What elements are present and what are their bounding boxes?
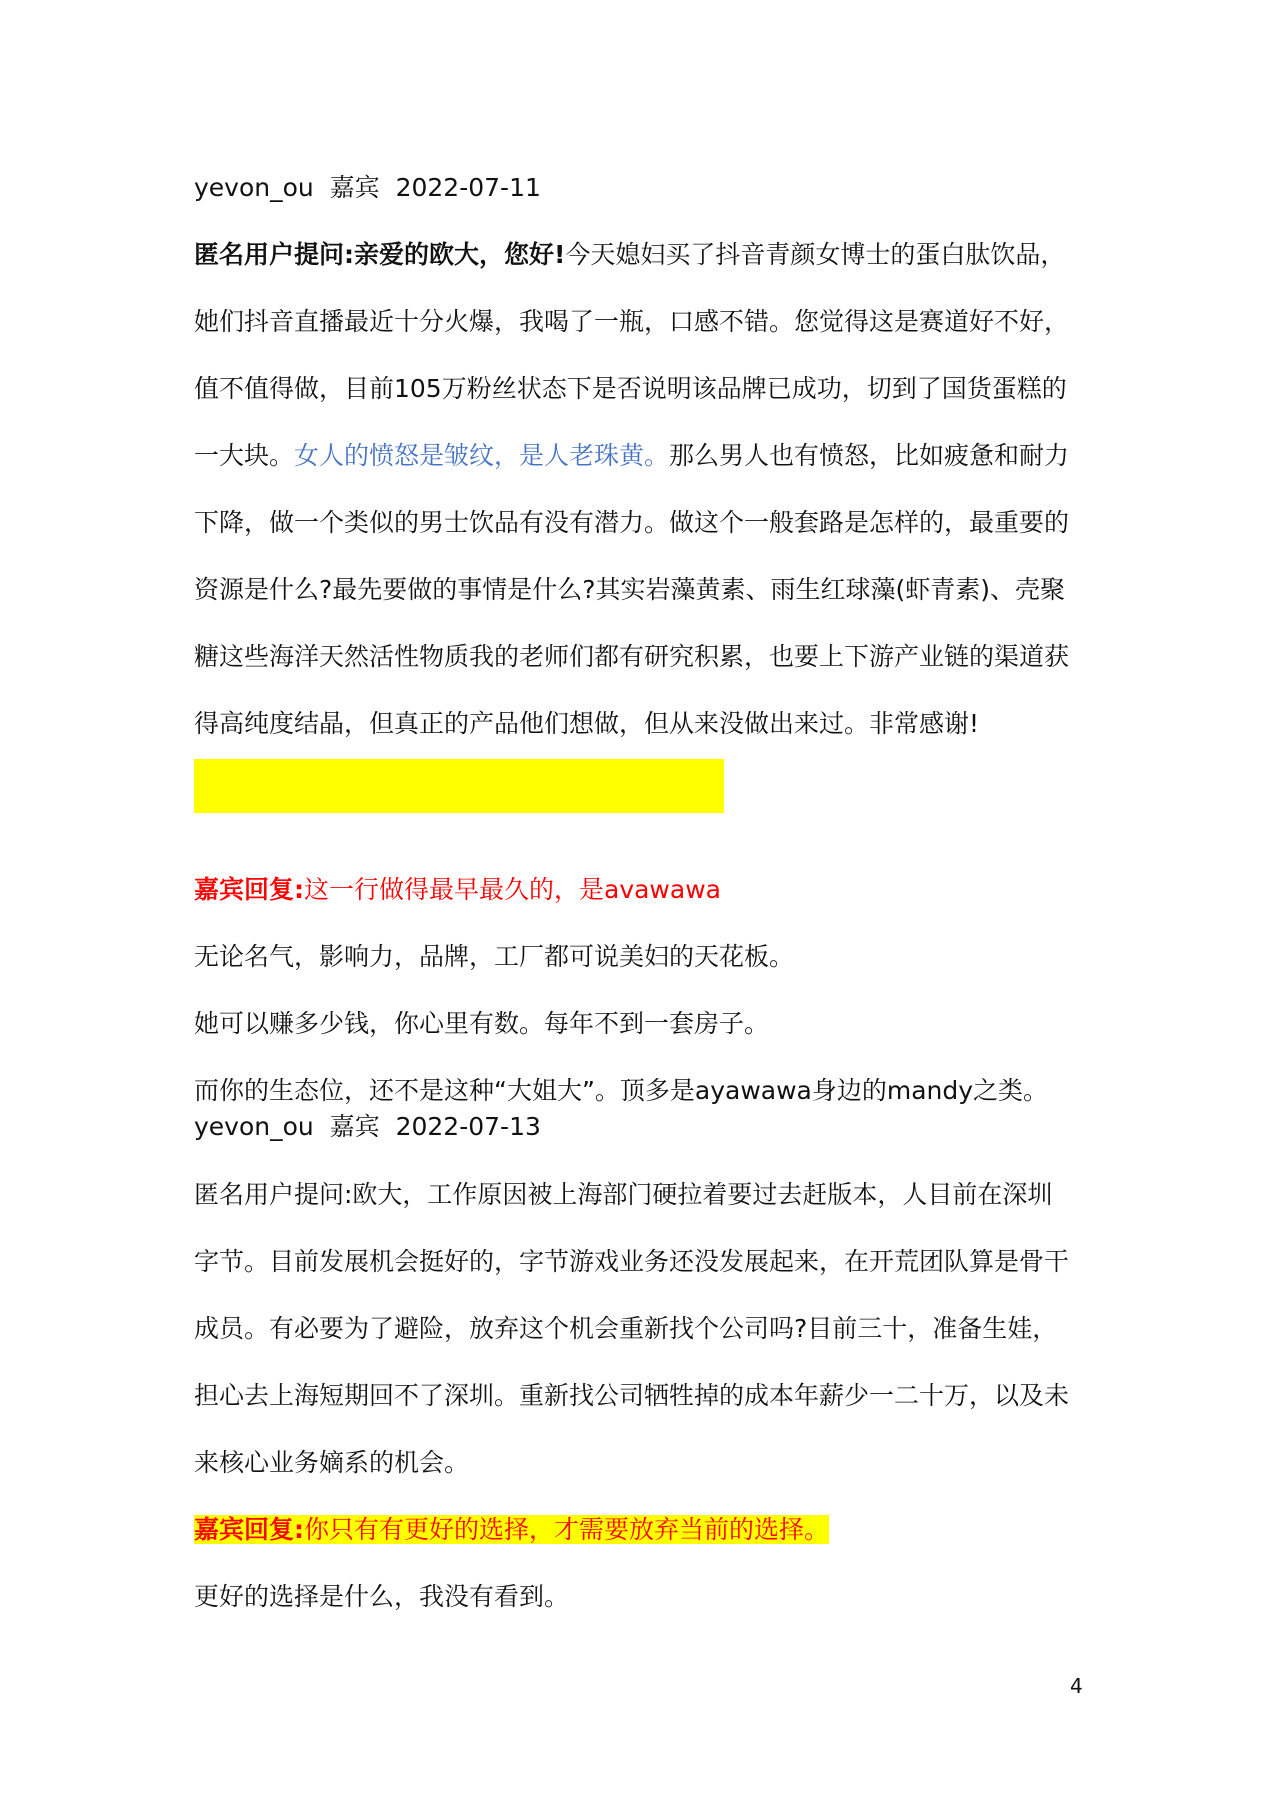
reply-highlight xyxy=(194,1515,829,1544)
header-date: 2022-07-13 xyxy=(395,1112,541,1141)
question-line: 下降，做一个类似的男士饮品有没有潜力。做这个一般套路是怎样的，最重要的 xyxy=(194,508,1070,537)
question-line xyxy=(194,238,1065,272)
reply-line xyxy=(194,873,721,907)
question-line: 匿名用户提问:欧大，工作原因被上海部门硬拉着要过去赶版本，人目前在深圳 xyxy=(194,1180,1053,1209)
question-line: 资源是什么?最先要做的事情是什么?其实岩藻黄素、雨生红球藻(虾青素)、壳聚 xyxy=(194,575,1066,604)
header-role: 嘉宾 xyxy=(329,1112,380,1141)
question-line: 她们抖音直播最近十分火爆，我喝了一瓶，口感不错。您觉得这是赛道好不好， xyxy=(194,307,1070,336)
reply-lead: 嘉宾回复: xyxy=(194,875,304,904)
reply-line xyxy=(194,1513,829,1547)
entry-header xyxy=(194,1110,541,1144)
header-date: 2022-07-11 xyxy=(395,173,541,202)
reply-line: 她可以赚多少钱，你心里有数。每年不到一套房子。 xyxy=(194,1009,770,1038)
yellow-highlight-block xyxy=(194,759,724,813)
question-line: 字节。目前发展机会挺好的，字节游戏业务还没发展起来，在开荒团队算是骨干 xyxy=(194,1247,1070,1276)
question-text: 一大块。 xyxy=(194,441,295,470)
question-text: 那么男人也有愤怒，比如疲惫和耐力 xyxy=(669,441,1070,470)
reply-line: 更好的选择是什么，我没有看到。 xyxy=(194,1582,570,1611)
entry-header xyxy=(194,171,541,205)
reply-line: 无论名气，影响力，品牌，工厂都可说美妇的天花板。 xyxy=(194,942,795,971)
reply-text: 这一行做得最早最久的，是avawawa xyxy=(304,875,721,904)
header-user: yevon_ou xyxy=(194,1112,314,1141)
question-line xyxy=(194,439,1069,473)
highlighted-quote: 女人的愤怒是皱纹，是人老珠黄。 xyxy=(294,441,670,470)
question-line: 来核心业务嫡系的机会。 xyxy=(194,1448,470,1477)
page-number: 4 xyxy=(1070,1674,1083,1698)
header-user: yevon_ou xyxy=(194,173,314,202)
question-line: 得高纯度结晶，但真正的产品他们想做，但从来没做出来过。非常感谢! xyxy=(194,709,980,738)
question-lead: 匿名用户提问:亲爱的欧大，您好! xyxy=(194,240,566,269)
question-line: 担心去上海短期回不了深圳。重新找公司牺牲掉的成本年薪少一二十万，以及未 xyxy=(194,1381,1070,1410)
question-line: 成员。有必要为了避险，放弃这个机会重新找个公司吗?目前三十，准备生娃， xyxy=(194,1314,1058,1343)
reply-text: 你只有有更好的选择，才需要放弃当前的选择。 xyxy=(304,1515,830,1544)
header-role: 嘉宾 xyxy=(329,173,380,202)
question-line: 糖这些海洋天然活性物质我的老师们都有研究积累，也要上下游产业链的渠道获 xyxy=(194,642,1070,671)
reply-lead: 嘉宾回复: xyxy=(194,1515,304,1544)
question-line: 值不值得做，目前105万粉丝状态下是否说明该品牌已成功，切到了国货蛋糕的 xyxy=(194,374,1067,403)
reply-line: 而你的生态位，还不是这种“大姐大”。顶多是ayawawa身边的mandy之类。 xyxy=(194,1076,1049,1105)
question-text: 今天媳妇买了抖音青颜女博士的蛋白肽饮品， xyxy=(565,240,1066,269)
